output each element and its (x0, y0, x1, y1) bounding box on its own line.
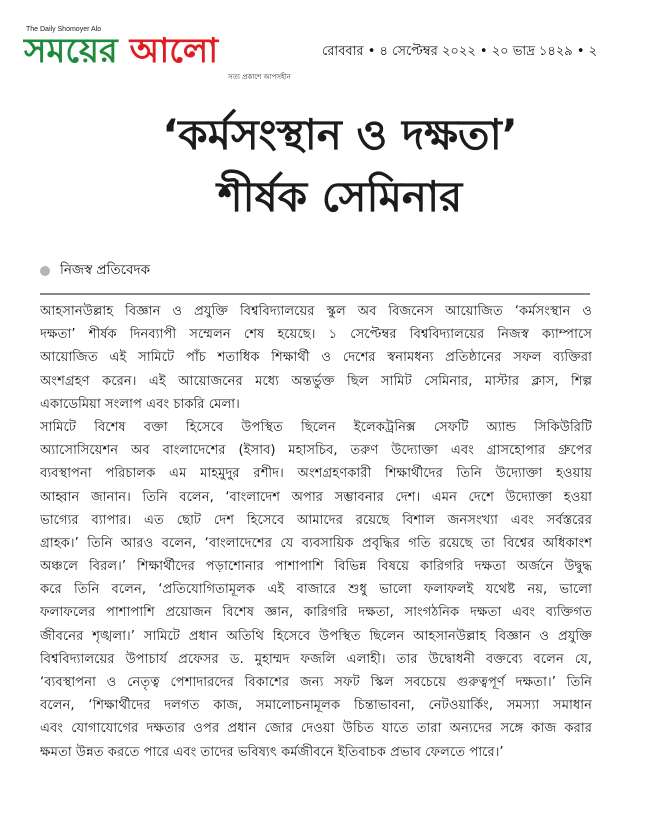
logo-word-2: আলো (129, 31, 219, 71)
article-line: আহ্বান জানান। তিনি বলেন, ‘বাংলাদেশ অপার সম্ভাবনার দেশ। এমন দেশে উদ্যোক্তা হওয়া (40, 489, 592, 505)
byline (40, 259, 150, 282)
article-line: আয়োজিত এই সামিটে পাঁচ শতাধিক শিক্ষার্থী ও দেশের স্বনামধন্য প্রতিষ্ঠানের সফল ব্যক্তিরা (40, 350, 592, 366)
byline-text: নিজস্ব প্রতিবেদক (60, 262, 151, 278)
bullet-dot-icon (40, 266, 50, 276)
logo-word-1: সময়ের (24, 31, 118, 71)
english-paper-name: The Daily Shomoyer Alo (26, 26, 102, 33)
article-body (40, 300, 592, 764)
article-line: একাডেমিয়া সংলাপ এবং চাকরি মেলা। (40, 396, 240, 412)
dateline: রোববার • ৪ সেপ্টেম্বর ২০২২ • ২০ ভাদ্র ১৪২৯ • ২ (322, 44, 598, 59)
headline-line-2: শীর্ষক সেমিনার (217, 172, 463, 221)
article-line: গ্রাহক।’ তিনি আরও বলেন, ‘বাংলাদেশের যে ব্যবসায়িক প্রবৃদ্ধির গতি রয়েছে তা বিশ্বের অধিকাংশ (40, 535, 592, 551)
article-line: এবং যোগাযোগের দক্ষতার ওপর প্রধান জোর দেওয়া উচিত যাতে তারা অন্যদের সঙ্গে কাজ করার (40, 721, 592, 737)
article-line: জীবনের শৃঙ্খলা।’ সামিটে প্রধান অতিথি হিসেবে উপস্থিত ছিলেন আহসানউল্লাহ বিজ্ঞান ও প্রযুক্তি (40, 628, 592, 644)
article-line: ব্যবস্থাপনা পরিচালক এম মাহমুদুর রশীদ। অংশগ্রহণকারী শিক্ষার্থীদের তিনি উদ্যোক্তা হওয়ায় (40, 466, 592, 482)
article-line: অঞ্চলে বিরল।’ শিক্ষার্থীদের পড়াশোনার পাশাপাশি বিভিন্ন বিষয়ে কারিগরি দক্ষতা অর্জনে উদ্বুদ্ধ (40, 559, 592, 575)
article-line: অ্যাসোসিয়েশন অব বাংলাদেশের (ইসাব) মহাসচিব, তরুণ উদ্যোক্তা এবং গ্রাসহোপার গ্রুপের (40, 443, 592, 459)
headline-line-1: ‘কর্মসংস্থান ও দক্ষতা’ (162, 110, 518, 159)
article-line: করে তিনি বলেন, ‘প্রতিযোগিতামূলক এই বাজারে শুধু ভালো ফলাফলই যথেষ্ট নয়, ভালো (40, 582, 592, 598)
article-line: ক্ষমতা উন্নত করতে পারে এবং তাদের ভবিষ্যৎ কর্মজীবনে ইতিবাচক প্রভাব ফেলতে পারে।’ (40, 744, 504, 760)
article-line: ভাগ্যের ব্যাপার। এত ছোট দেশ হিসেবে আমাদের রয়েছে বিশাল জনসংখ্যা এবং সর্বস্তরের (40, 512, 592, 528)
logo-tagline: সত্য প্রকাশে আপসহীন (228, 73, 291, 81)
article-line: বলেন, ‘শিক্ষার্থীদের দলগত কাজ, সমালোচনামূলক চিন্তাভাবনা, নেটওয়ার্কিং, সমস্যা সমাধান (40, 698, 592, 714)
article-line: ‘ব্যবস্থাপনা ও নেতৃত্ব পেশাদারদের বিকাশের জন্য সফট স্কিল সবচেয়ে গুরুত্বপূর্ণ দক্ষতা।’ তিনি (40, 675, 592, 690)
article-line: বিশ্ববিদ্যালয়ের উপাচার্য প্রফেসর ড. মুহাম্মদ ফজলি এলাহী। তার উদ্বোধনী বক্তব্যে বলেন যে, (40, 651, 592, 667)
article-line: ফলাফলের পাশাপাশি প্রয়োজন বিশেষ জ্ঞান, কারিগরি দক্ষতা, সাংগঠনিক দক্ষতা এবং ব্যক্তিগত (40, 605, 592, 621)
divider (40, 293, 590, 295)
article-line: অংশগ্রহণ করেন। এই আয়োজনের মধ্যে অন্তর্ভুক্ত ছিল সামিট সেমিনার, মাস্টার ক্লাস, শিল্প (40, 373, 592, 389)
article-line: দক্ষতা’ শীর্ষক দিনব্যাপী সম্মেলন শেষ হয়েছে। ১ সেপ্টেম্বর বিশ্ববিদ্যালয়ের নিজস্ব ক্যাম্পাসে (40, 327, 592, 343)
article-line: আহসানউল্লাহ বিজ্ঞান ও প্রযুক্তি বিশ্ববিদ্যালয়ের স্কুল অব বিজনেস আয়োজিত ‘কর্মসংস্থান ও (40, 304, 592, 319)
masthead (0, 0, 658, 81)
article-line: সামিটে বিশেষ বক্তা হিসেবে উপস্থিত ছিলেন ইলেকট্রনিক্স সেফটি অ্যান্ড সিকিউরিটি (40, 419, 592, 435)
newspaper-logo (24, 31, 219, 71)
